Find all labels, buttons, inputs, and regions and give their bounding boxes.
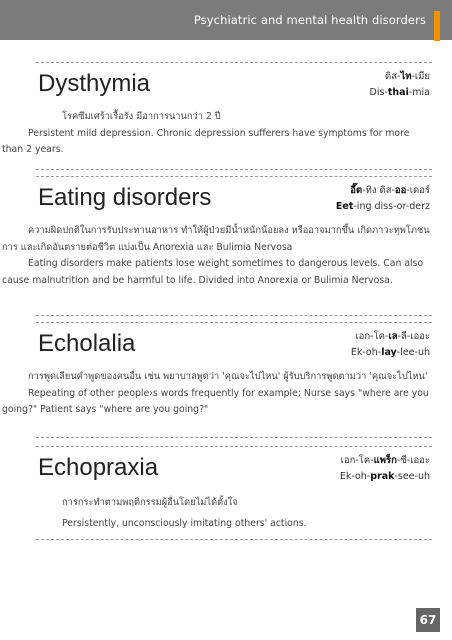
thai-definition: ความผิดปกติในการรับประทานอาหาร ทำให้ผู้ป่วยมีน้ำหนักน้อยลง หรืออาจมากขึ้น เกิดภาวะทุพโภชนการ และเกิดอันตรายต่อชีวิต แบ่งเป็น Anorexia และ Bulimia Nervosa bbox=[2, 225, 430, 253]
thai-definition: โรคซึมเศร้าเรื้อรัง มีอาการนานกว่า 2 ปี bbox=[62, 111, 221, 122]
glossary-entry-dysthymia bbox=[2, 62, 432, 170]
page-number: 67 bbox=[416, 608, 440, 632]
pronunciation-english: Dis-thai-mia bbox=[369, 87, 430, 98]
term-title: Eating disorders bbox=[38, 184, 212, 211]
thai-definition: การพูดเลียนคำพูดของคนอื่น เช่น พยาบาลพูดว่า 'คุณจะไปไหน' ผู้รับบริการพูดตามว่า 'คุณจะไปไหน' bbox=[28, 371, 428, 382]
english-definition: Persistent mild depression. Chronic depression sufferers have symptoms for more than 2 years. bbox=[2, 127, 410, 155]
glossary-entry-echolalia bbox=[2, 322, 432, 438]
pronunciation-thai: ดิส-ไท-เมีย bbox=[385, 71, 430, 82]
glossary-entry-echopraxia bbox=[36, 446, 432, 540]
english-definition: Persistently, unconsciously imitating others' actions. bbox=[62, 517, 307, 529]
pronunciation-thai: เอก-โค-เล-ลี-เออะ bbox=[355, 331, 430, 342]
pronunciation bbox=[336, 183, 430, 215]
section-title: Psychiatric and mental health disorders bbox=[193, 13, 426, 27]
pronunciation bbox=[370, 69, 430, 101]
term-title: Dysthymia bbox=[38, 70, 151, 97]
english-definition: Eating disorders make patients lose weight sometimes to dangerous levels. Can also cause malnutrition and be harmful to life. Divided into Anorexia or Bulimia Nervosa. bbox=[2, 258, 424, 286]
pronunciation-english: Eet-ing diss-or-derz bbox=[335, 201, 430, 212]
header-accent-bar bbox=[434, 11, 440, 41]
pronunciation-thai: อี๊ต-ทิง ดิส-ออ-เดอร์ bbox=[350, 185, 430, 196]
english-definition: Repeating of other people›s words frequently for example; Nurse says "where are you going?" Patient says "where are you going?" bbox=[2, 387, 429, 415]
pronunciation bbox=[351, 329, 430, 361]
pronunciation-english: Ek-oh-prak-see-uh bbox=[339, 471, 430, 482]
pronunciation-english: Ek-oh-lay-lee-uh bbox=[350, 347, 430, 358]
term-title: Echolalia bbox=[38, 330, 136, 357]
term-title: Echopraxia bbox=[38, 454, 159, 481]
pronunciation-thai: เอก-โค-แพร็ก-ซี-เออะ bbox=[340, 455, 430, 466]
pronunciation bbox=[340, 453, 430, 485]
thai-definition: การกระทำตามพฤติกรรมผู้อื่นโดยไม่ได้ตั้งใจ bbox=[62, 497, 238, 508]
glossary-entry-eating-disorders bbox=[2, 176, 432, 316]
